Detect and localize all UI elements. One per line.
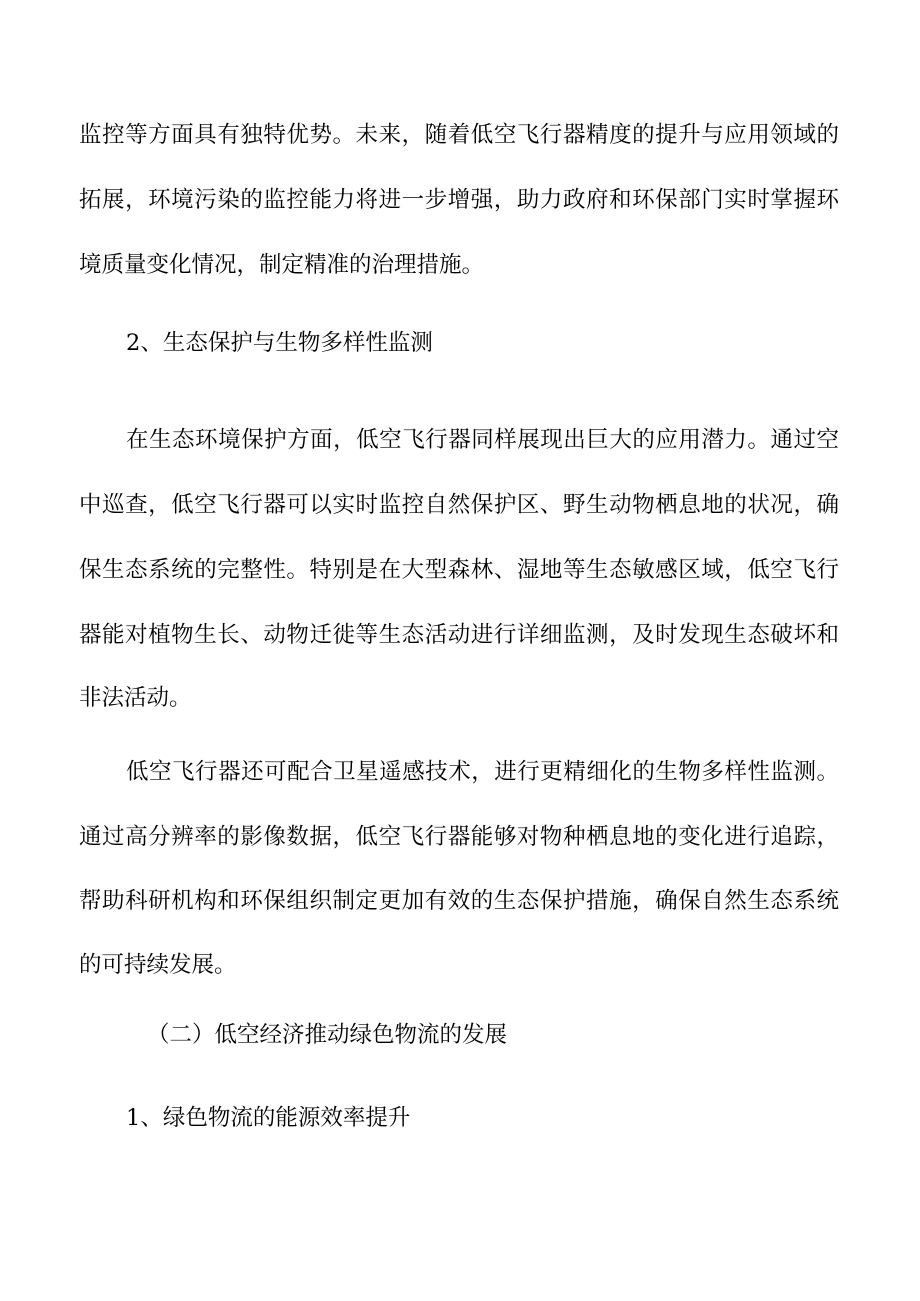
paragraph-line: 器能对植物生长、动物迁徙等生态活动进行详细监测，及时发现生态破坏和 [79,622,839,648]
paragraph-line: 帮助科研机构和环保组织制定更加有效的生态保护措施，确保自然生态系统 [79,888,839,914]
paragraph-line: 非法活动。 [79,685,192,711]
subsection-heading: 1、绿色物流的能源效率提升 [126,1105,411,1131]
paragraph-line: 的可持续发展。 [79,952,237,978]
paragraph-line: 保生态系统的完整性。特别是在大型森林、湿地等生态敏感区域，低空飞行 [79,557,839,583]
paragraph-line: 通过高分辨率的影像数据，低空飞行器能够对物种栖息地的变化进行追踪， [79,824,839,850]
paragraph-line: 低空飞行器还可配合卫星遥感技术，进行更精细化的生物多样性监测。 [126,759,839,785]
section-heading: （二）低空经济推动绿色物流的发展 [147,1022,508,1048]
section-heading: 2、生态保护与生物多样性监测 [126,330,433,356]
paragraph-line: 境质量变化情况，制定精准的治理措施。 [79,252,485,278]
paragraph-line: 监控等方面具有独特优势。未来，随着低空飞行器精度的提升与应用领域的 [79,122,839,148]
paragraph-line: 在生态环境保护方面，低空飞行器同样展现出巨大的应用潜力。通过空 [126,427,839,453]
paragraph-line: 拓展，环境污染的监控能力将进一步增强，助力政府和环保部门实时掌握环 [79,187,839,213]
paragraph-line: 中巡查，低空飞行器可以实时监控自然保护区、野生动物栖息地的状况，确 [79,492,839,518]
